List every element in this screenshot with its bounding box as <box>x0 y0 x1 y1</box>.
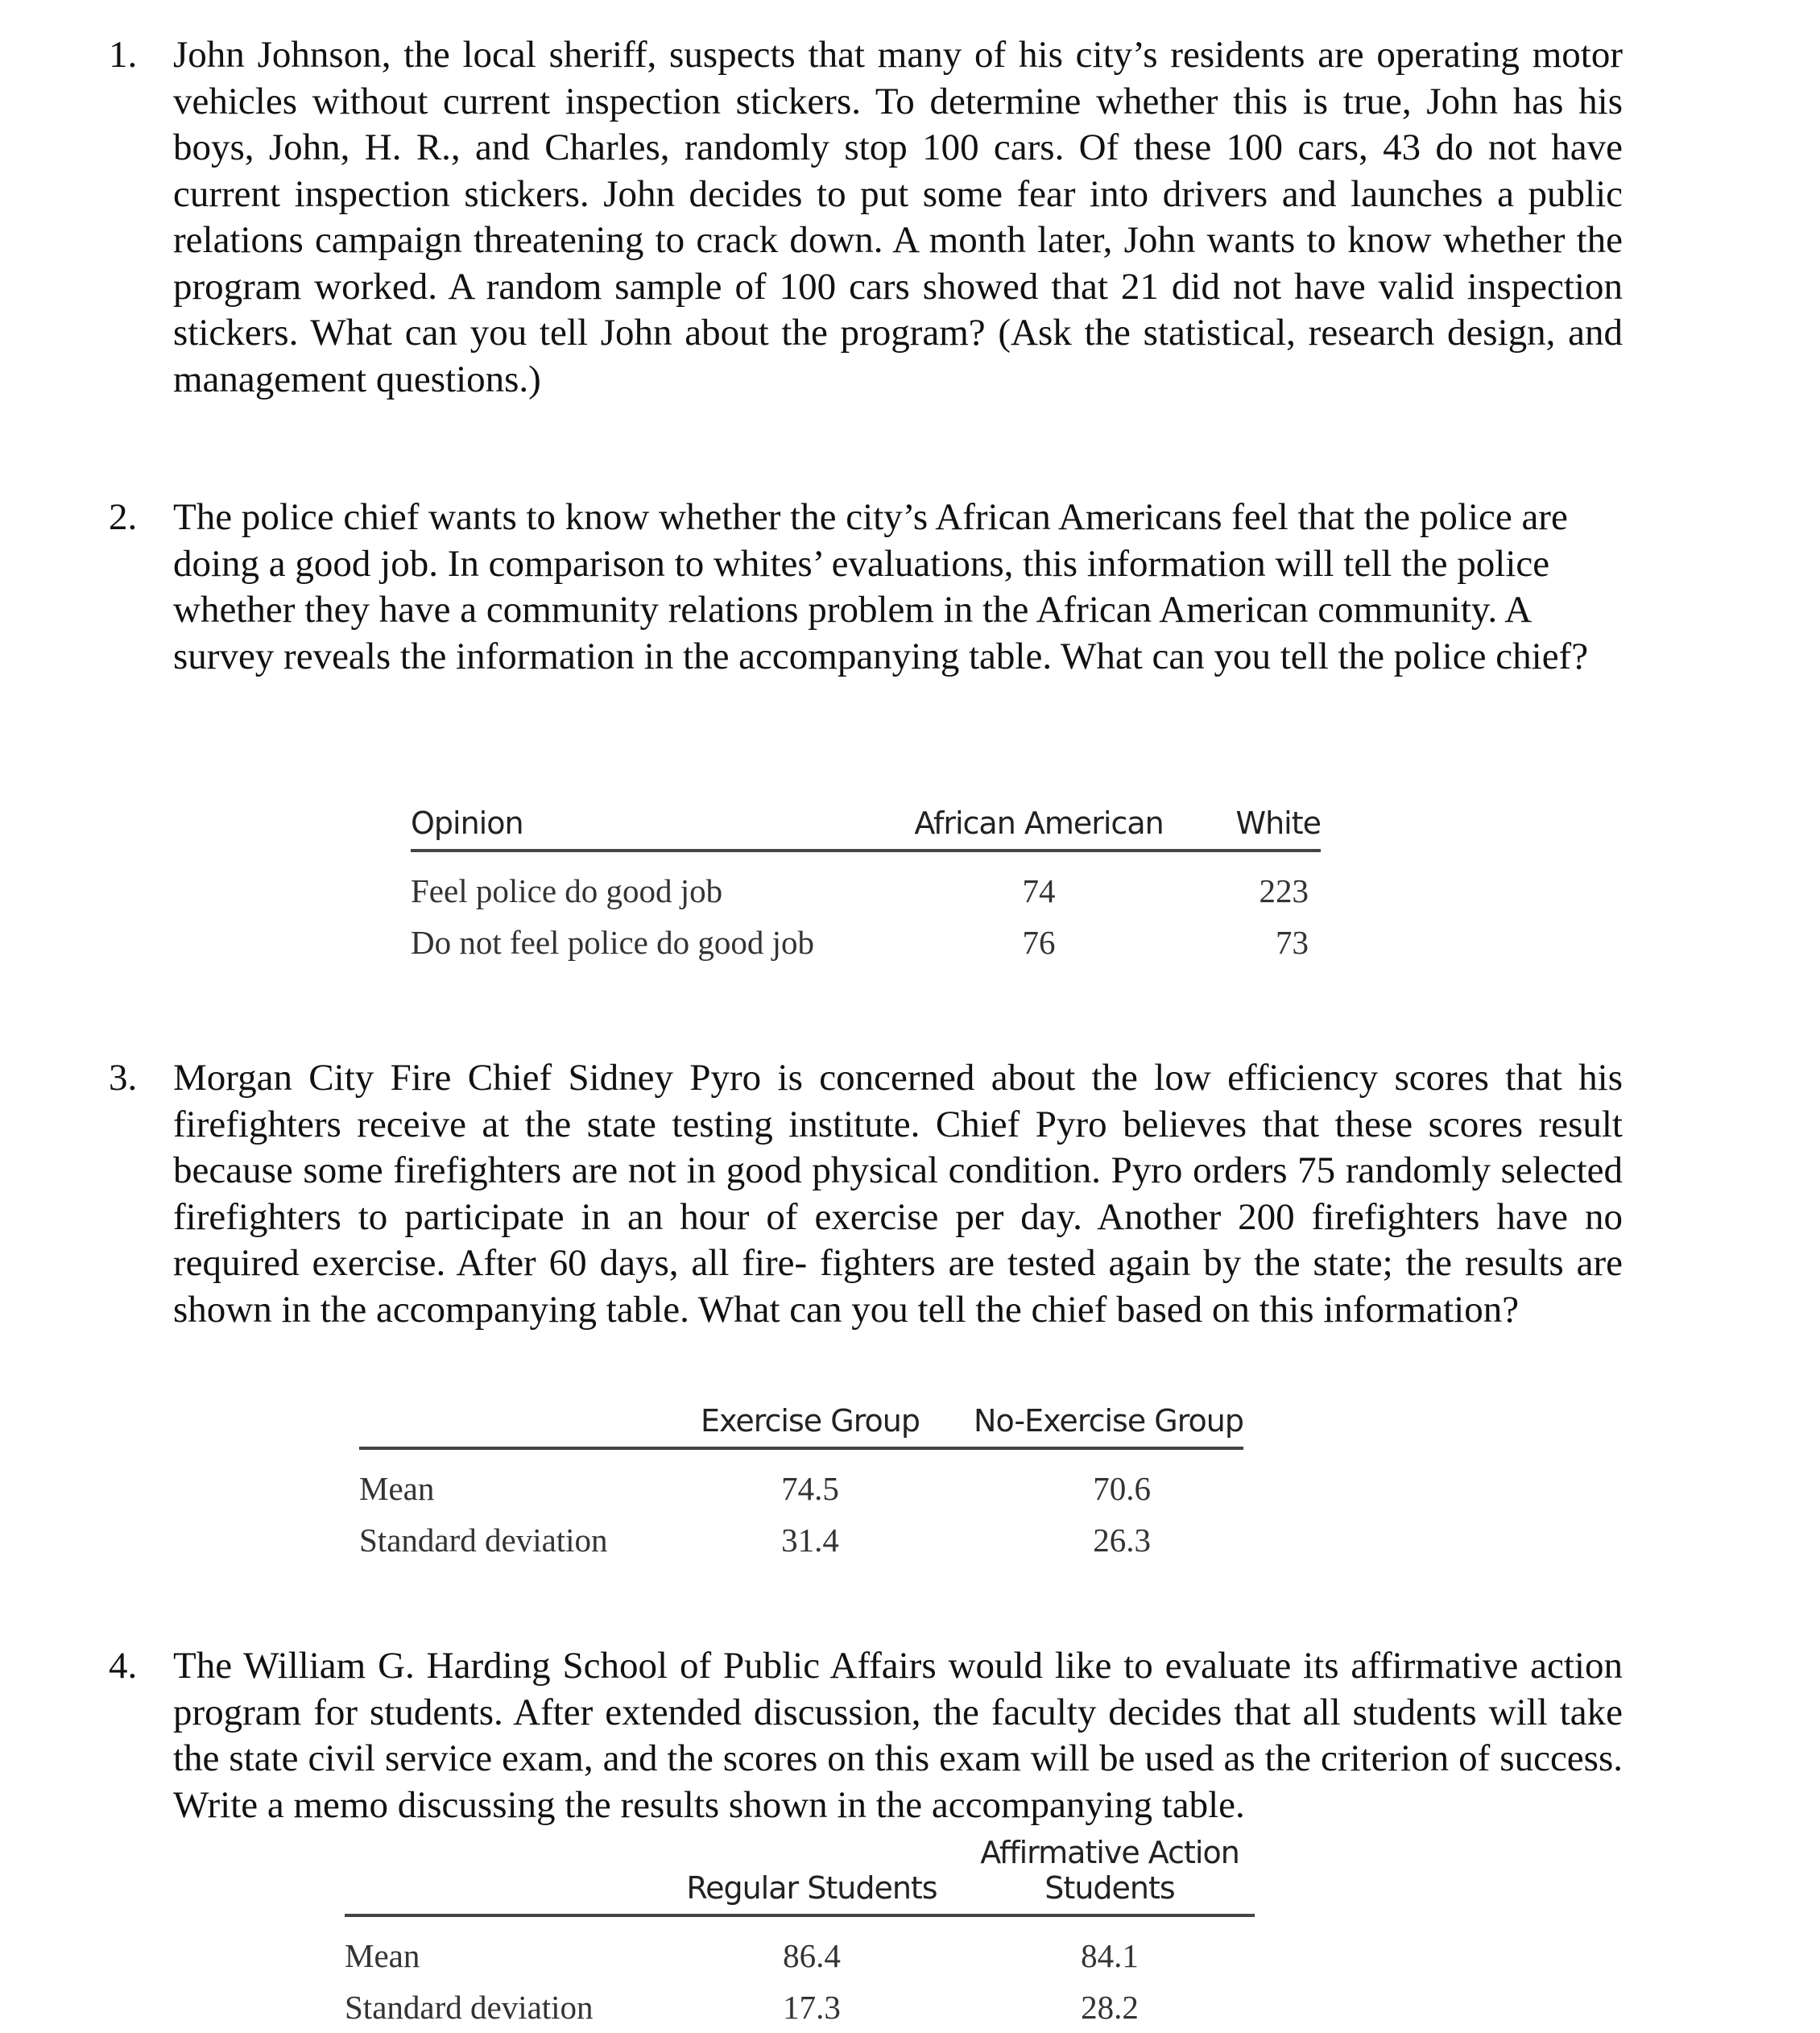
question-1 <box>109 32 1623 403</box>
question-text: The William G. Harding School of Public Affairs would like to evaluate its affirmative action program for students. After extended discussion, the faculty decides that all students will take the state civil service exam, and the scores on this exam will be used as the criterion of success. Write a memo discussing the results shown in the accompanying table. <box>173 1645 1623 1826</box>
column-header <box>965 1835 1255 1915</box>
row-label: Mean <box>345 1937 420 1974</box>
row-label: Feel police do good job <box>411 872 723 909</box>
column-header: African American <box>910 805 1168 851</box>
column-header: Regular Students <box>659 1835 965 1915</box>
table-row <box>345 1981 1255 2033</box>
cell-value: 28.2 <box>1081 1989 1139 2026</box>
cell-value: 223 <box>1259 872 1309 909</box>
cell-value: 26.3 <box>1093 1522 1151 1559</box>
column-header: White <box>1168 805 1321 851</box>
column-header: Exercise Group <box>681 1403 939 1448</box>
cell-value: 86.4 <box>783 1937 841 1974</box>
question-2 <box>109 495 1607 680</box>
cell-value: 73 <box>1276 924 1309 961</box>
table-row <box>359 1514 1243 1566</box>
column-header: No-Exercise Group <box>939 1403 1243 1448</box>
cell-value: 17.3 <box>783 1989 841 2026</box>
exercise-results-table <box>359 1403 1243 1566</box>
cell-value: 84.1 <box>1081 1937 1139 1974</box>
question-text: John Johnson, the local sheriff, suspects that many of his city’s residents are operating motor vehicles without current inspection stickers. To determine whether this is true, John has his boys, John, H. R., and Charles, randomly stop 100 cars. Of these 100 cars, 43 do not have current inspection stickers. John decides to put some fear into drivers and launches a public relations campaign threatening to crack down. A month later, John wants to know whether the program worked. A random sample of 100 cars showed that 21 did not have valid inspection stickers. What can you tell John about the program? (Ask the statistical, research design, and management questions.) <box>173 34 1623 400</box>
column-header-line: Students <box>1044 1870 1175 1906</box>
cell-value: 74.5 <box>781 1470 839 1507</box>
row-label: Do not feel police do good job <box>411 924 815 961</box>
column-header <box>345 1835 659 1915</box>
cell-value: 31.4 <box>781 1522 839 1559</box>
column-header-line: Affirmative Action <box>980 1835 1239 1870</box>
question-number: 1. <box>109 34 138 76</box>
question-4 <box>109 1643 1623 1828</box>
question-number: 4. <box>109 1645 138 1687</box>
cell-value: 76 <box>1022 924 1056 961</box>
cell-value: 70.6 <box>1093 1470 1151 1507</box>
row-label: Standard deviation <box>359 1522 608 1559</box>
police-opinion-table <box>411 805 1321 968</box>
row-label: Mean <box>359 1470 435 1507</box>
table-row <box>411 851 1321 917</box>
affirmative-action-table <box>345 1835 1255 2033</box>
question-number: 2. <box>109 496 138 538</box>
table-row <box>359 1448 1243 1514</box>
question-number: 3. <box>109 1057 138 1099</box>
column-header <box>359 1403 681 1448</box>
table-row <box>411 917 1321 968</box>
question-text: Morgan City Fire Chief Sidney Pyro is concerned about the low efficiency scores that his firefighters receive at the state testing institute. Chief Pyro believes that these scores result because some firefighters are not in good physical condition. Pyro orders 75 randomly selected firefighters to participate in an hour of exercise per day. Another 200 firefighters have no required exercise. After 60 days, all fire- fighters are tested again by the state; the results are shown in the accompanying table. What can you tell the chief based on this information? <box>173 1057 1623 1331</box>
table-row <box>345 1915 1255 1981</box>
column-header: Opinion <box>411 805 910 851</box>
cell-value: 74 <box>1022 872 1056 909</box>
question-text: The police chief wants to know whether the city’s African Americans feel that the police are doing a good job. In comparison to whites’ evaluations, this information will tell the police whether they have a community relations problem in the African American community. A survey reveals the information in the accompanying table. What can you tell the police chief? <box>173 496 1589 677</box>
question-3 <box>109 1055 1623 1333</box>
row-label: Standard deviation <box>345 1989 594 2026</box>
